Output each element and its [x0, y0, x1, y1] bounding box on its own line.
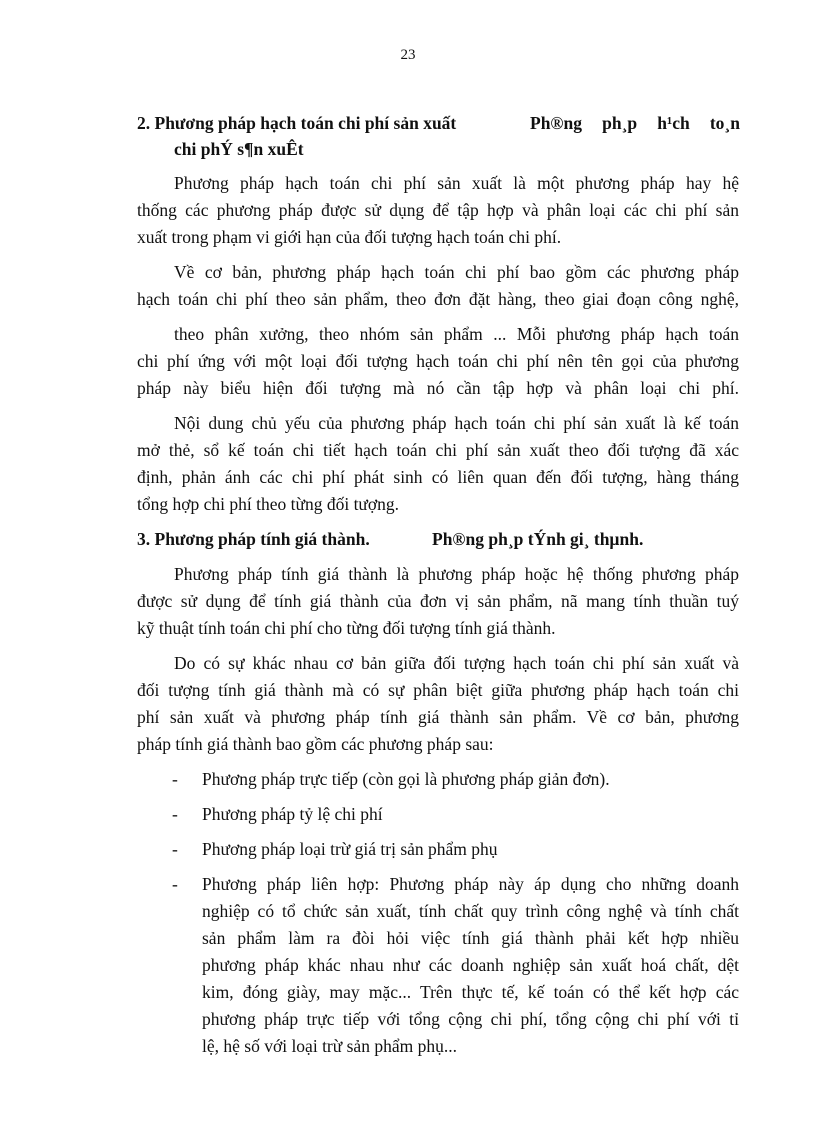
section-3-heading-garbled: Ph®ng ph¸p tÝnh gi¸ thµnh.: [432, 529, 644, 549]
section-2-heading-garbled-line1: Ph®ng ph¸p h¹ch to¸n: [530, 113, 740, 133]
paragraph-line: pháp này biểu hiện đối tượng mà nó cần tập hợp và phân loại chi phí.: [137, 378, 739, 398]
section-3-heading: 3. Phương pháp tính giá thành.: [137, 529, 370, 549]
section-2-heading: 2. Phương pháp hạch toán chi phí sản xuất: [137, 113, 457, 133]
paragraph-line: Phương pháp hạch toán chi phí sản xuất là một phương pháp hay hệ: [174, 173, 739, 193]
bullet-item-line: lệ, hệ số với loại trừ sản phẩm phụ...: [202, 1036, 457, 1056]
bullet-item: Phương pháp tỷ lệ chi phí: [202, 804, 383, 824]
paragraph-line: tổng hợp chi phí theo từng đối tượng.: [137, 494, 400, 514]
bullet-item-line: nghiệp có tổ chức sản xuất, tính chất quy trình công nghệ và tính chất: [202, 901, 739, 921]
paragraph-line: Do có sự khác nhau cơ bản giữa đối tượng hạch toán chi phí sản xuất và: [174, 653, 739, 673]
section-2-heading-garbled-line2: chi phÝ s¶n xuÊt: [174, 139, 304, 159]
bullet-item-line: sản phẩm làm ra đòi hỏi việc tính giá thành phải kết hợp nhiều: [202, 928, 739, 948]
bullet-marker: -: [172, 874, 178, 894]
bullet-marker: -: [172, 839, 178, 859]
paragraph-line: Về cơ bản, phương pháp hạch toán chi phí bao gồm các phương pháp: [174, 262, 739, 282]
paragraph-line: xuất trong phạm vi giới hạn của đối tượng hạch toán chi phí.: [137, 227, 562, 247]
paragraph-line: kỹ thuật tính toán chi phí cho từng đối tượng tính giá thành.: [137, 618, 556, 638]
paragraph-line: được sử dụng để tính giá thành của đơn vị sản phẩm, nã mang tính thuần tuý: [137, 591, 739, 611]
paragraph-line: mở thẻ, sổ kế toán chi tiết hạch toán chi phí sản xuất theo đối tượng đã xác: [137, 440, 739, 460]
paragraph-line: thống các phương pháp được sử dụng để tập hợp và phân loại các chi phí sản: [137, 200, 739, 220]
page-number: 23: [400, 47, 416, 63]
bullet-item: Phương pháp trực tiếp (còn gọi là phương pháp giản đơn).: [202, 769, 610, 789]
paragraph-line: pháp tính giá thành bao gồm các phương pháp sau:: [137, 734, 494, 754]
paragraph-line: phí sản xuất và phương pháp tính giá thành sản phẩm. Về cơ bản, phương: [137, 707, 739, 727]
bullet-item: Phương pháp loại trừ giá trị sản phẩm phụ: [202, 839, 498, 859]
bullet-item-line: phương pháp khác nhau như các doanh nghiệp sản xuất hoá chất, dệt: [202, 955, 739, 975]
bullet-item-line: phương pháp trực tiếp với tổng cộng chi phí, tổng cộng chi phí với tỉ: [202, 1009, 739, 1029]
bullet-item-line: kim, đóng giày, may mặc... Trên thực tế, kế toán có thể kết hợp các: [202, 982, 739, 1002]
paragraph-line: Nội dung chủ yếu của phương pháp hạch toán chi phí sản xuất là kế toán: [174, 413, 739, 433]
paragraph-line: định, phản ánh các chi phí phát sinh có liên quan đến đối tượng, hàng tháng: [137, 467, 739, 487]
paragraph-line: hạch toán chi phí theo sản phẩm, theo đơn đặt hàng, theo giai đoạn công nghệ,: [137, 289, 739, 309]
paragraph-line: Phương pháp tính giá thành là phương pháp hoặc hệ thống phương pháp: [174, 564, 739, 584]
bullet-marker: -: [172, 769, 178, 789]
paragraph-line: chi phí ứng với một loại đối tượng hạch toán chi phí nên tên gọi của phương: [137, 351, 739, 371]
bullet-item-line: Phương pháp liên hợp: Phương pháp này áp dụng cho những doanh: [202, 874, 739, 894]
bullet-marker: -: [172, 804, 178, 824]
paragraph-line: đối tượng tính giá thành mà có sự phân biệt giữa phương pháp hạch toán chi: [137, 680, 739, 700]
paragraph-line: theo phân xưởng, theo nhóm sản phẩm ... Mỗi phương pháp hạch toán: [174, 324, 739, 344]
